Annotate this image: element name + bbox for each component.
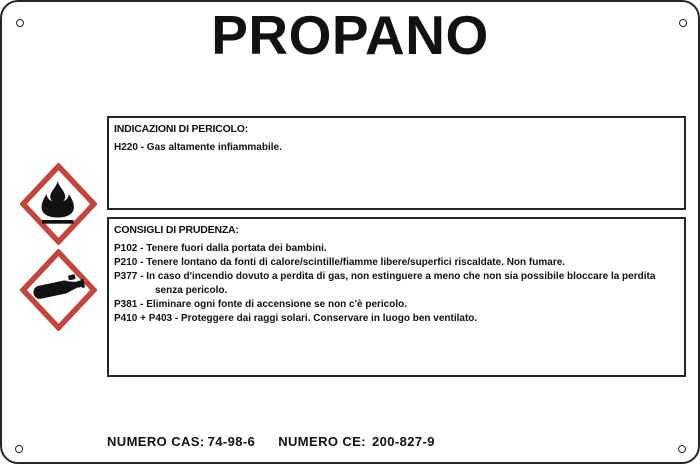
hazard-statements-box (107, 116, 686, 210)
registry-numbers (107, 435, 435, 449)
ce-number-value: 200-827-9 (371, 434, 435, 449)
page-title: PROPANO (211, 4, 489, 66)
ghs-flame-icon (20, 163, 97, 245)
ghs-flame-pictogram (20, 163, 97, 245)
ghs-gas-cylinder-icon (20, 249, 97, 331)
ce-number-label: NUMERO CE: (278, 434, 366, 449)
mounting-hole-bottom-right (678, 445, 686, 453)
ghs-gas-cylinder-pictogram (20, 249, 97, 331)
hazard-box-header: INDICAZIONI DI PERICOLO: (114, 123, 249, 135)
precaution-statement: P381 - Eliminare ogni fonte di accensione se non c'è pericolo. (114, 299, 408, 310)
mounting-hole-bottom-left (15, 445, 23, 453)
precaution-statement: P410 + P403 - Proteggere dai raggi solari. Conservare in luogo ben ventilato. (114, 313, 478, 324)
precaution-statements-box (107, 217, 686, 377)
precaution-box-header: CONSIGLI DI PRUDENZA: (114, 224, 239, 236)
precaution-statement: P377 - In caso d'incendio dovuto a perdita di gas, non estinguere a meno che non sia possibile bloccare la perdita senza pericolo. (114, 271, 656, 296)
hazard-statement: H220 - Gas altamente infiammabile. (114, 142, 282, 153)
cas-number-value: 74-98-6 (207, 434, 256, 449)
cas-number-label: NUMERO CAS: (107, 434, 205, 449)
precaution-statement: P210 - Tenere lontano da fonti di calore/scintille/fiamme libere/superfici riscaldate. Non fumare. (114, 257, 566, 268)
precaution-statement: P102 - Tenere fuori dalla portata dei bambini. (114, 243, 327, 254)
